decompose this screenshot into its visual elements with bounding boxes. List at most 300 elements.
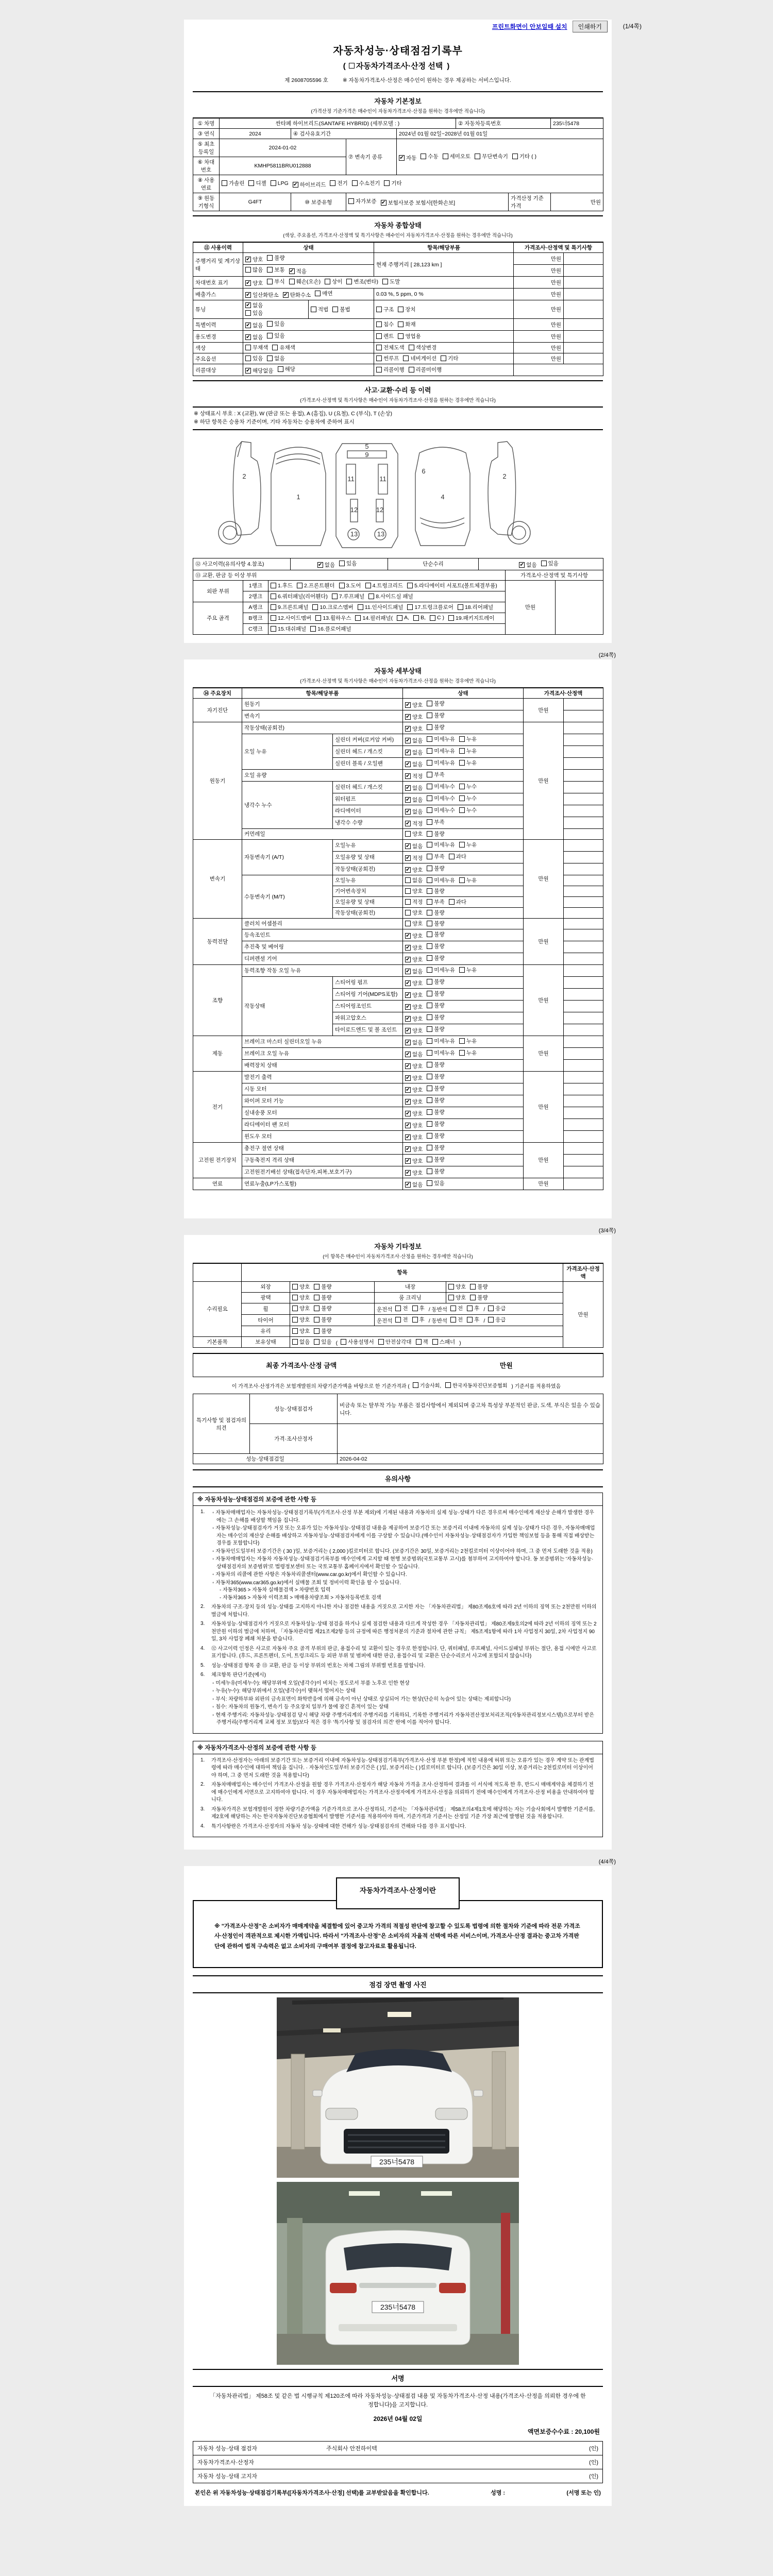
checkbox-checked[interactable]: ✔ <box>406 1098 410 1105</box>
check-option <box>405 1157 423 1165</box>
checkbox-checked[interactable]: ✔ <box>406 855 410 861</box>
check-option <box>448 1294 466 1301</box>
inspection-label: ④ 검사유효기간 <box>291 129 397 139</box>
checkbox[interactable] <box>427 1014 432 1020</box>
checkbox[interactable] <box>427 1086 432 1091</box>
checkbox[interactable] <box>395 1306 401 1311</box>
checkbox[interactable] <box>312 604 318 610</box>
checkbox[interactable] <box>467 1317 473 1323</box>
checkbox[interactable] <box>459 877 465 883</box>
checkbox[interactable] <box>427 784 432 789</box>
checkbox[interactable] <box>325 279 330 284</box>
checkbox-checked[interactable]: ✔ <box>406 1075 410 1081</box>
checkbox[interactable] <box>278 366 283 372</box>
checkbox[interactable] <box>470 1295 476 1300</box>
checkbox[interactable] <box>248 180 254 186</box>
option-label: 스패너 <box>439 1338 456 1345</box>
check-option <box>405 1110 423 1117</box>
checkbox[interactable] <box>459 1050 465 1056</box>
check-option <box>405 749 423 756</box>
item-label: 브레이크 마스터 실린더오일 누유 <box>242 1036 403 1047</box>
option-text: 운전석 <box>377 1306 393 1313</box>
checkbox[interactable] <box>346 279 352 284</box>
checkbox[interactable] <box>488 1306 494 1311</box>
diagram-number: 13 <box>350 530 358 538</box>
checkbox-checked[interactable]: ✔ <box>406 1146 410 1152</box>
checkbox-checked[interactable]: ✔ <box>283 292 288 298</box>
check-option <box>432 1338 455 1346</box>
checkbox-checked[interactable]: ✔ <box>406 749 410 755</box>
checkbox-checked[interactable]: ✔ <box>246 334 250 340</box>
checkbox[interactable] <box>448 615 454 621</box>
remark-cell <box>564 1178 603 1190</box>
checkbox-checked[interactable]: ✔ <box>246 368 250 374</box>
checkbox[interactable] <box>405 877 411 883</box>
checkbox[interactable] <box>459 967 465 973</box>
checkbox-checked[interactable]: ✔ <box>318 562 323 568</box>
checkbox[interactable] <box>459 1038 465 1044</box>
option-label: 있음 <box>321 1338 332 1345</box>
appraisal-box-title: 자동차가격조사·산정이란 <box>336 1877 460 1909</box>
remark-cell <box>564 976 603 988</box>
checkbox[interactable] <box>315 615 321 621</box>
checkbox[interactable] <box>405 831 411 837</box>
checkbox-checked[interactable]: ✔ <box>246 292 250 298</box>
basic-section-note: (가격산정 기준가격은 매수인이 자동차가격조사·산정을 원하는 경우에만 적습니다) <box>311 109 485 114</box>
checkbox[interactable] <box>427 736 432 742</box>
checkbox[interactable] <box>330 180 335 186</box>
remark-cell <box>564 817 603 828</box>
state-checks <box>403 1166 524 1178</box>
checkbox[interactable] <box>427 795 432 801</box>
check-option <box>427 723 444 731</box>
checkbox-checked[interactable]: ✔ <box>406 725 410 732</box>
sign-title: 서명 <box>193 2369 603 2387</box>
checkbox-checked[interactable]: ✔ <box>246 323 250 328</box>
checkbox[interactable] <box>459 842 465 848</box>
sign-table <box>193 2441 603 2483</box>
checkbox[interactable] <box>427 1168 432 1174</box>
checkbox-checked[interactable]: ✔ <box>406 1087 410 1093</box>
checkbox[interactable] <box>271 594 276 599</box>
inspector-remark: 비금속 또는 탈부착 가능 부품은 점검사항에서 제외되며 중고차 특성상 부분적인 판금, 도색, 부식은 있을 수 있습니다. <box>338 1394 603 1424</box>
checkbox-checked[interactable]: ✔ <box>406 1027 410 1033</box>
checkbox[interactable] <box>376 367 382 372</box>
check-option <box>267 332 284 340</box>
checkbox-checked[interactable]: ✔ <box>406 933 410 939</box>
checkbox[interactable] <box>467 1306 473 1311</box>
checkbox-checked[interactable]: ✔ <box>289 268 294 274</box>
checkbox[interactable] <box>412 1306 418 1311</box>
checkbox[interactable] <box>475 154 480 159</box>
checkbox-checked[interactable]: ✔ <box>406 1063 410 1069</box>
checkbox[interactable] <box>427 1145 432 1150</box>
checkbox[interactable] <box>427 866 432 871</box>
checkbox[interactable] <box>267 321 273 327</box>
checkbox[interactable] <box>412 1317 418 1323</box>
checkbox[interactable] <box>352 180 358 186</box>
final-price-table <box>193 1353 603 1378</box>
checkbox[interactable] <box>427 842 432 848</box>
remark-cell <box>564 1059 603 1071</box>
checkbox-checked[interactable]: ✔ <box>406 968 410 974</box>
option-label: 양호 <box>412 1134 423 1141</box>
checkbox[interactable] <box>292 1306 298 1311</box>
diagram-number: 1 <box>296 493 300 501</box>
checkbox-checked[interactable]: ✔ <box>406 820 410 826</box>
checkbox[interactable] <box>459 784 465 789</box>
state-checks <box>403 851 524 863</box>
checkbox[interactable] <box>384 180 390 186</box>
option-label: 있음 <box>253 310 263 316</box>
checkbox[interactable] <box>368 594 374 599</box>
checkbox[interactable] <box>427 1157 432 1162</box>
checkbox[interactable] <box>450 1306 456 1311</box>
checkbox[interactable] <box>430 615 435 621</box>
checkbox[interactable] <box>432 1339 438 1345</box>
print-button[interactable]: 인쇄하기 <box>573 21 608 32</box>
checkbox[interactable] <box>339 583 345 588</box>
overall-h-amount: 가격조사·산정액 및 특기사항 <box>514 242 603 253</box>
item-label: 디퍼렌셜 기어 <box>242 953 403 964</box>
checkbox[interactable] <box>314 1328 320 1334</box>
checkbox[interactable] <box>512 154 518 159</box>
checkbox[interactable] <box>365 583 371 588</box>
checkbox[interactable] <box>332 594 338 599</box>
checkbox[interactable] <box>427 1026 432 1032</box>
checkbox[interactable] <box>310 626 316 632</box>
checkbox[interactable] <box>427 819 432 825</box>
checkbox[interactable] <box>267 333 273 338</box>
checkbox[interactable] <box>314 1317 320 1323</box>
check-option <box>341 1338 374 1346</box>
checkbox[interactable] <box>427 1133 432 1139</box>
checkbox[interactable] <box>427 724 432 730</box>
checkbox[interactable] <box>450 1317 456 1323</box>
checkbox[interactable] <box>405 899 411 905</box>
device-group-label: 원동기 <box>193 722 242 839</box>
checkbox[interactable] <box>267 279 273 284</box>
checkbox[interactable] <box>314 1284 320 1290</box>
checkbox[interactable] <box>349 63 355 69</box>
checkbox[interactable] <box>267 267 273 273</box>
checkbox-checked[interactable]: ✔ <box>406 980 410 986</box>
checkbox[interactable] <box>245 355 251 361</box>
checkbox[interactable] <box>267 255 273 261</box>
checkbox[interactable] <box>271 583 276 588</box>
engine-type-label: ⑨ 원동기형식 <box>193 193 220 211</box>
checkbox-checked[interactable]: ✔ <box>406 702 410 708</box>
checkbox-checked[interactable]: ✔ <box>406 843 410 849</box>
checkbox-checked[interactable]: ✔ <box>406 1134 410 1140</box>
checkbox[interactable] <box>413 615 419 621</box>
checkbox[interactable] <box>395 1317 401 1323</box>
checkbox[interactable] <box>427 979 432 985</box>
checkbox[interactable] <box>427 1062 432 1067</box>
amount-cell: 만원 <box>524 839 564 918</box>
checkbox[interactable] <box>245 310 251 316</box>
checkbox[interactable] <box>292 1284 298 1290</box>
sub-item-label: 실린더 커버(로커암 커버) <box>333 734 403 745</box>
checkbox-checked[interactable]: ✔ <box>246 302 250 308</box>
checkbox[interactable] <box>541 561 547 566</box>
checkbox[interactable] <box>292 1295 298 1300</box>
checkbox-checked[interactable]: ✔ <box>406 1122 410 1128</box>
option-label: 누유 <box>466 759 477 766</box>
checkbox[interactable] <box>488 1317 494 1323</box>
checkbox[interactable] <box>459 760 465 766</box>
rank2-checks <box>268 591 506 602</box>
check-option <box>271 592 328 600</box>
checkbox[interactable] <box>409 367 414 372</box>
checkbox[interactable] <box>341 1339 346 1345</box>
checkbox[interactable] <box>397 615 402 621</box>
option-label: 10.크로스멤버 <box>320 604 354 611</box>
checkbox[interactable] <box>427 748 432 754</box>
remark-cell <box>564 1118 603 1130</box>
checkbox[interactable] <box>427 1038 432 1044</box>
checkbox[interactable] <box>376 307 382 312</box>
checkbox[interactable] <box>398 321 404 327</box>
checkbox[interactable] <box>222 180 227 186</box>
checkbox-checked[interactable]: ✔ <box>406 956 410 962</box>
check-option <box>430 615 444 621</box>
checkbox[interactable] <box>339 561 345 566</box>
option-label: 불량 <box>434 1156 445 1163</box>
checkbox[interactable] <box>427 931 432 937</box>
checkbox[interactable] <box>314 1295 320 1300</box>
checkbox[interactable] <box>427 1050 432 1056</box>
checkbox[interactable] <box>448 1284 454 1290</box>
checkbox[interactable] <box>459 795 465 801</box>
checkbox[interactable] <box>416 1339 422 1345</box>
etc-section-note: (이 항목은 매수인이 자동차가격조사·산정을 원하는 경우에만 적습니다) <box>323 1253 473 1260</box>
checkbox[interactable] <box>449 854 455 859</box>
remark-cell <box>564 839 603 851</box>
checkbox[interactable] <box>448 1295 454 1300</box>
checkbox[interactable] <box>421 154 426 159</box>
simple-repair-checks <box>479 558 603 570</box>
amount-cell: 만원 <box>524 1071 564 1142</box>
option-label: 침수 <box>383 321 394 328</box>
state-checks <box>403 1154 524 1166</box>
option-label: 불량 <box>434 931 445 938</box>
option-label: 누유 <box>466 967 477 973</box>
checkbox-checked[interactable]: ✔ <box>406 1039 410 1045</box>
checkbox-checked[interactable]: ✔ <box>406 808 410 815</box>
checkbox-checked[interactable]: ✔ <box>406 785 410 791</box>
checkbox[interactable] <box>427 1074 432 1079</box>
checkbox[interactable] <box>458 604 463 610</box>
checkbox[interactable] <box>427 955 432 961</box>
checkbox-checked[interactable]: ✔ <box>406 1004 410 1010</box>
checkbox[interactable] <box>427 967 432 973</box>
checkbox[interactable] <box>427 943 432 949</box>
check-option <box>376 332 394 340</box>
checkbox-checked[interactable]: ✔ <box>406 1015 410 1022</box>
checkbox[interactable] <box>427 1003 432 1008</box>
checkbox[interactable] <box>315 291 321 296</box>
checkbox[interactable] <box>427 831 432 837</box>
sub-item-label: 스티어링 기어(MDPS포함) <box>333 988 403 1000</box>
state-checks <box>403 1059 524 1071</box>
checkbox[interactable] <box>427 701 432 706</box>
checkbox-checked[interactable]: ✔ <box>406 773 410 779</box>
checkbox[interactable] <box>427 888 432 894</box>
checkbox[interactable] <box>405 910 411 916</box>
checkbox[interactable] <box>427 899 432 905</box>
option-label: 미세누유 <box>434 1038 455 1044</box>
state-checks <box>403 1000 524 1012</box>
checkbox-checked[interactable]: ✔ <box>246 280 250 286</box>
checkbox[interactable] <box>267 355 273 361</box>
checkbox[interactable] <box>271 180 276 186</box>
check-option <box>421 152 438 160</box>
checkbox[interactable] <box>407 604 413 610</box>
checkbox-checked[interactable]: ✔ <box>246 257 250 262</box>
checkbox-checked[interactable]: ✔ <box>406 992 410 998</box>
checkbox[interactable] <box>355 615 361 621</box>
checkbox[interactable] <box>398 307 404 312</box>
checkbox[interactable] <box>427 1097 432 1103</box>
option-label: 양호 <box>412 1098 423 1105</box>
checkbox[interactable] <box>376 321 382 327</box>
checkbox[interactable] <box>292 1317 298 1323</box>
checkbox[interactable] <box>311 307 316 312</box>
checkbox-checked[interactable]: ✔ <box>406 1110 410 1116</box>
checkbox[interactable] <box>409 345 414 350</box>
checkbox-checked[interactable]: ✔ <box>406 1181 410 1188</box>
checkbox[interactable] <box>427 910 432 916</box>
check-option <box>427 1096 444 1104</box>
checkbox-checked[interactable]: ✔ <box>519 562 524 568</box>
checkbox-checked[interactable]: ✔ <box>399 155 404 161</box>
checkbox[interactable] <box>405 921 411 926</box>
rank1-checks <box>268 580 506 591</box>
checkbox[interactable] <box>470 1284 476 1290</box>
check-option <box>405 772 423 780</box>
checkbox[interactable] <box>348 198 354 204</box>
checkbox[interactable] <box>407 583 413 588</box>
checkbox-checked[interactable]: ✔ <box>406 714 410 720</box>
checkbox-checked[interactable]: ✔ <box>406 944 410 951</box>
checkbox-checked[interactable]: ✔ <box>406 1170 410 1176</box>
option-label: 누유 <box>466 841 477 848</box>
checkbox-checked[interactable]: ✔ <box>406 1158 410 1164</box>
checkbox[interactable] <box>245 345 251 350</box>
checkbox[interactable] <box>271 615 276 621</box>
option-label: 불량 <box>434 1026 445 1032</box>
checkbox[interactable] <box>427 713 432 718</box>
checkbox[interactable] <box>449 899 455 905</box>
checkbox[interactable] <box>427 921 432 926</box>
option-label: 누수 <box>466 795 477 802</box>
checkbox[interactable] <box>459 807 465 813</box>
checkbox[interactable] <box>427 760 432 766</box>
etc-h-item: 항목 <box>242 1263 563 1282</box>
checkbox[interactable] <box>297 583 303 588</box>
simple-repair-label: 단순수리 <box>388 558 479 570</box>
checkbox[interactable] <box>405 888 411 894</box>
checkbox[interactable] <box>413 1382 418 1388</box>
buyer-name-label: 성명 : <box>491 2489 506 2496</box>
checkbox[interactable] <box>427 877 432 883</box>
checkbox[interactable] <box>271 626 276 632</box>
checkbox[interactable] <box>272 345 278 350</box>
checkbox-checked[interactable]: ✔ <box>406 867 410 873</box>
warranty-label: ⑩ 보증유형 <box>291 193 346 211</box>
checkbox[interactable] <box>292 1339 298 1345</box>
checkbox[interactable] <box>427 772 432 777</box>
mileage-amount-state <box>243 265 374 277</box>
checkbox[interactable] <box>271 604 276 610</box>
tuning-label: 튜닝 <box>193 300 243 319</box>
checkbox[interactable] <box>314 1339 320 1345</box>
checkbox[interactable] <box>332 307 338 312</box>
car-name-label: ① 차명 <box>193 118 220 129</box>
check-option <box>449 853 466 860</box>
state-checks <box>403 839 524 851</box>
remark-cell <box>564 722 603 734</box>
checkbox[interactable] <box>459 748 465 754</box>
checkbox[interactable] <box>376 333 382 339</box>
option-label: 있음 <box>434 1180 445 1187</box>
option-label: 자가보증 <box>356 198 377 205</box>
checkbox[interactable] <box>382 279 388 284</box>
checkbox[interactable] <box>289 279 295 284</box>
check-option <box>412 1304 425 1312</box>
checkbox-checked[interactable]: ✔ <box>381 200 386 206</box>
checkbox-checked[interactable]: ✔ <box>406 796 410 803</box>
checkbox[interactable] <box>427 1109 432 1115</box>
checkbox-checked[interactable]: ✔ <box>406 737 410 743</box>
option-label: 전체도색 <box>383 345 405 351</box>
state-checks <box>403 863 524 875</box>
check-option <box>405 1098 423 1106</box>
checkbox[interactable] <box>441 355 446 361</box>
checkbox[interactable] <box>403 355 409 361</box>
checkbox[interactable] <box>427 854 432 859</box>
check-option <box>427 966 455 974</box>
option-label: 전 <box>402 1305 408 1312</box>
notice-item: 3. 자동차가격은 보험개발원이 정한 차량기준가액을 기준가격으로 조사·산정하되, 기준서는 「자동차관리법」 제58조의4제1호에 해당하는 자는 기술사회에서 발행한 기준서를, 제2호에 해당하는 자는 한국자동차진단보증협회에서 발행한 기준서를 적용하여야 하며, 기준가격과 기준서는 산정일 기준 가장 최근에 발행된 것을 적용합니다. <box>200 1806 595 1820</box>
checkbox[interactable] <box>314 1306 320 1311</box>
checkbox-checked[interactable]: ✔ <box>406 1051 410 1057</box>
checkbox[interactable] <box>378 1339 384 1345</box>
check-option <box>378 1338 412 1346</box>
checkbox-checked[interactable]: ✔ <box>406 761 410 767</box>
checkbox[interactable] <box>292 1328 298 1334</box>
checkbox[interactable] <box>398 333 404 339</box>
check-option <box>245 333 263 341</box>
checkbox[interactable] <box>427 991 432 996</box>
option-label: 양호 <box>412 920 423 927</box>
checkbox[interactable] <box>427 1180 432 1186</box>
checkbox[interactable] <box>427 807 432 813</box>
checkbox[interactable] <box>358 604 363 610</box>
check-option <box>541 560 559 567</box>
checkbox[interactable] <box>445 1382 451 1388</box>
checkbox[interactable] <box>459 736 465 742</box>
checkbox[interactable] <box>245 267 251 273</box>
install-print-link[interactable]: 프린트화면이 안보일때 설치 <box>492 23 567 30</box>
checkbox[interactable] <box>443 154 448 159</box>
amount-cell: 만원 <box>524 1036 564 1071</box>
checkbox-checked[interactable]: ✔ <box>293 182 298 188</box>
checkbox[interactable] <box>376 345 382 350</box>
checkbox[interactable] <box>376 355 382 361</box>
checkbox[interactable] <box>427 1121 432 1127</box>
